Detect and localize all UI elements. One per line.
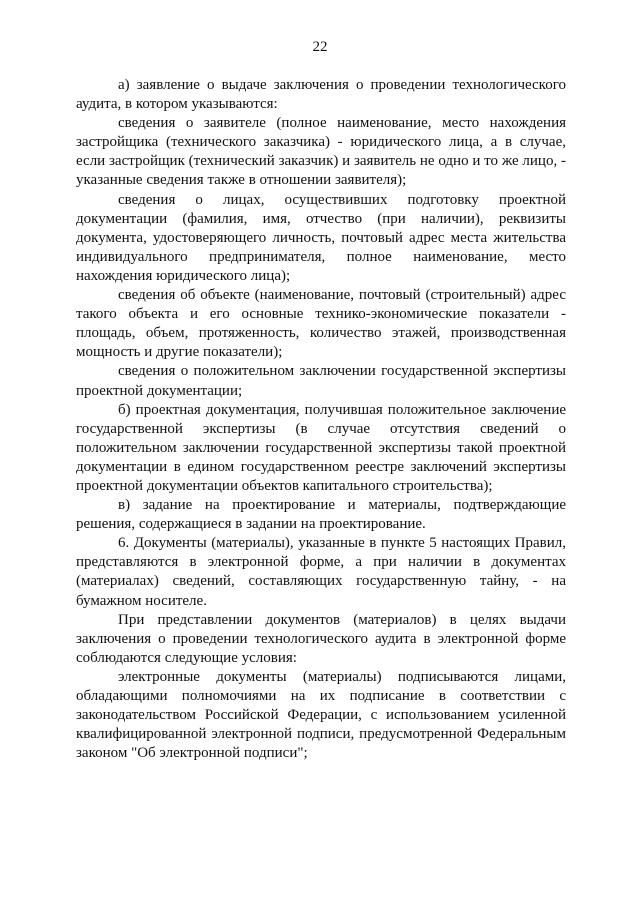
page-number: 22 bbox=[312, 39, 328, 55]
paragraph-design-assignment: в) задание на проектирование и материалы, подтверждающие решения, содержащиеся в задании на проектирование. bbox=[76, 497, 566, 533]
paragraph-item-6: 6. Документы (материалы), указанные в пункте 5 настоящих Правил, представляются в электронной форме, а при наличии в документах (материалах) сведений, составляющих государственную тайну, - на бумажном носителе. bbox=[76, 535, 566, 609]
document-body bbox=[76, 76, 566, 763]
paragraph-project-documentation: б) проектная документация, получившая положительное заключение государственной экспертизы (в случае отсутствия сведений о положительном заключении государственной экспертизы такой проектной документации в едином государственном реестре заключений экспертизы проектной документации объектов капитального строительства); bbox=[76, 401, 566, 494]
paragraph-object-info: сведения об объекте (наименование, почтовый (строительный) адрес такого объекта и его основные технико-экономические показатели - площадь, объем, протяженность, количество этажей, производственная мощность и другие показатели); bbox=[76, 287, 566, 361]
paragraph-applicant-info: сведения о заявителе (полное наименование, место нахождения застройщика (технического заказчика) - юридического лица, а в случае, если застройщик (технический заказчик) и заявитель не одно и то же лицо, - указанные сведения также в отношении заявителя); bbox=[76, 115, 566, 189]
paragraph-application: а) заявление о выдаче заключения о проведении технологического аудита, в котором указываются: bbox=[76, 77, 566, 113]
paragraph-designers-info: сведения о лицах, осуществивших подготовку проектной документации (фамилия, имя, отчество (при наличии), реквизиты документа, удостоверяющего личность, почтовый адрес места жительства индивидуального предпринимателя, полное наименование, место нахождения юридического лица); bbox=[76, 191, 566, 284]
paragraph-electronic-signature: электронные документы (материалы) подписываются лицами, обладающими полномочиями на их подписание в соответствии с законодательством Российской Федерации, с использованием усиленной квалифицированной электронной подписи, предусмотренной Федеральным законом "Об электронной подписи"; bbox=[76, 668, 566, 762]
paragraph-expertise-info: сведения о положительном заключении государственной экспертизы проектной документации; bbox=[76, 363, 566, 399]
paragraph-electronic-conditions: При представлении документов (материалов) в целях выдачи заключения о проведении технологического аудита в электронной форме соблюдаются следующие условия: bbox=[76, 611, 566, 666]
